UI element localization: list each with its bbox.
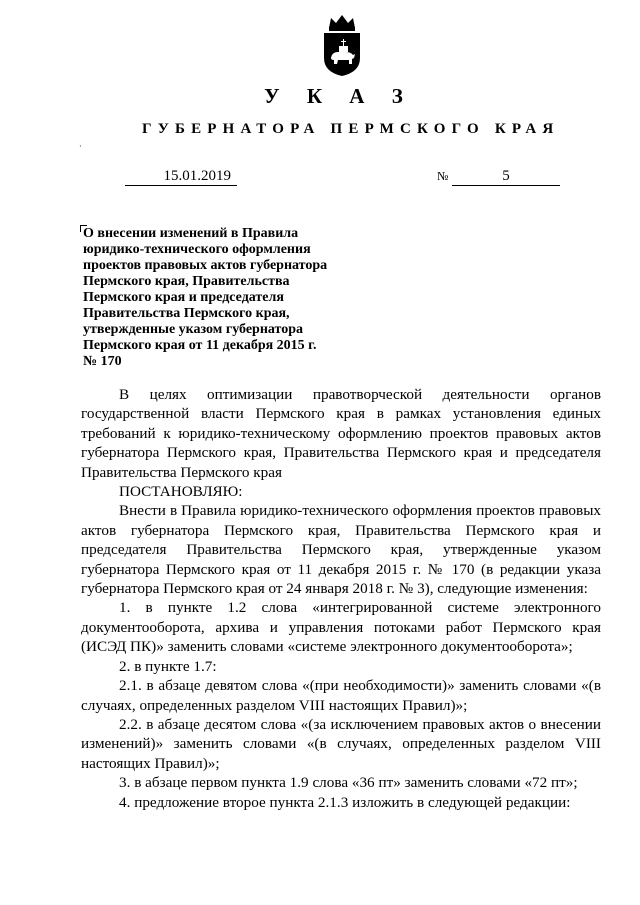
body-paragraph: 2. в пункте 1.7: xyxy=(119,657,217,675)
heading-line: Пермского края, Правительства xyxy=(83,274,290,289)
body-paragraph: 3. в абзаце первом пункта 1.9 слова «36 пт» заменить словами «72 пт»; xyxy=(119,774,578,792)
number-label: № xyxy=(437,169,449,183)
heading-line: Правительства Пермского края, xyxy=(83,306,290,321)
document-number: 5 xyxy=(452,168,560,186)
body-paragraph: 2.1. в абзаце девятом слова «(при необходимости)» заменить словами «(в случаях, определенных разделом VIII настоящих Правил)»; xyxy=(81,677,601,714)
document-heading xyxy=(83,226,373,370)
document-subtitle: ГУБЕРНАТОРА ПЕРМСКОГО КРАЯ xyxy=(142,121,560,137)
body-paragraph: Внести в Правила юридико-технического оформления проектов правовых актов губернатора Пермского края, Правительства Пермского края и председателя Правительства Пермского края, утвержденные указом губернатора Пермского края от 11 декабря 2015 г. № 170 (в редакции указа губернатора Пермского края от 24 января 2018 г. № 3), следующие изменения: xyxy=(81,502,601,598)
body-paragraph: 2.2. в абзаце десятом слова «(за исключением правовых актов о внесении изменений)» заменить словами «(в случаях, определенных разделом VIII настоящих Правил)»; xyxy=(81,715,601,772)
body-paragraph: В целях оптимизации правотворческой деятельности органов государственной власти Пермского края в рамках установления единых требований к юридико-техническому оформлению проектов правовых актов губернатора Пермского края, Правительства Пермского края и председателя Правительства Пермского края xyxy=(81,386,601,481)
decree-keyword: ПОСТАНОВЛЯЮ: xyxy=(119,483,243,501)
heading-line: О внесении изменений в Правила xyxy=(83,226,299,241)
heading-line: утвержденные указом губернатора xyxy=(83,322,304,337)
document-date: 15.01.2019 xyxy=(125,168,237,186)
body-paragraph: 4. предложение второе пункта 2.1.3 изложить в следующей редакции: xyxy=(119,793,571,811)
heading-line: юридико-технического оформления xyxy=(83,242,311,257)
document-body xyxy=(81,385,601,812)
body-paragraph: 1. в пункте 1.2 слова «интегрированной системе электронного документооборота, архива и управления потоками работ Пермского края (ИСЭД ПК)» заменить словами «системе электронного документооборота»; xyxy=(81,599,601,656)
margin-mark: · xyxy=(79,142,82,151)
coat-of-arms-icon xyxy=(318,12,366,78)
document-title: У К А З xyxy=(264,84,414,108)
heading-line: проектов правовых актов губернатора xyxy=(83,258,328,273)
heading-line: Пермского края и председателя xyxy=(83,290,284,305)
heading-line: Пермского края от 11 декабря 2015 г. xyxy=(83,338,317,353)
heading-line: № 170 xyxy=(83,354,122,369)
